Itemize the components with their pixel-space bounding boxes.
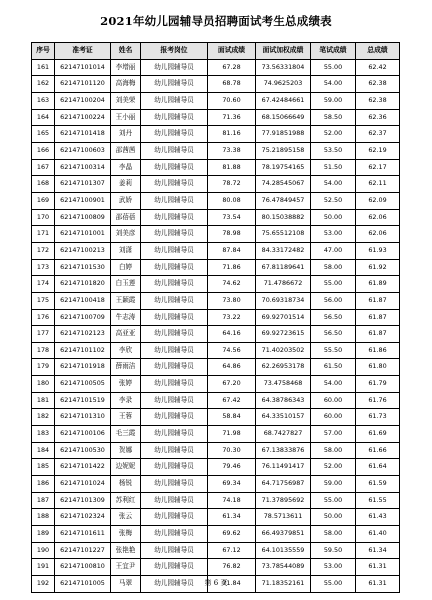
weighted-score-cell: 71.37895692 (256, 492, 311, 509)
written-score-cell: 50.00 (311, 509, 356, 526)
interview-score-cell: 73.38 (208, 142, 256, 159)
total-score-cell: 62.36 (356, 109, 400, 126)
weighted-score-cell: 69.92723615 (256, 326, 311, 343)
weighted-score-cell: 71.18352161 (256, 576, 311, 593)
total-score-cell: 61.34 (356, 542, 400, 559)
seq-cell: 190 (32, 542, 55, 559)
name-cell: 贺娜 (111, 442, 141, 459)
position-cell: 幼儿园辅导员 (141, 392, 208, 409)
seq-cell: 174 (32, 276, 55, 293)
name-cell: 马翠 (111, 576, 141, 593)
table-row (32, 459, 400, 476)
ticket-cell: 62147100314 (55, 159, 111, 176)
interview-score-cell: 70.30 (208, 442, 256, 459)
position-cell: 幼儿园辅导员 (141, 242, 208, 259)
written-score-cell: 58.50 (311, 109, 356, 126)
table-row (32, 226, 400, 243)
total-score-cell: 62.06 (356, 226, 400, 243)
seq-cell: 168 (32, 176, 55, 193)
name-cell: 白婷 (111, 259, 141, 276)
total-score-cell: 61.73 (356, 409, 400, 426)
weighted-score-cell: 67.42484661 (256, 92, 311, 109)
total-score-cell: 62.11 (356, 176, 400, 193)
interview-score-cell: 71.36 (208, 109, 256, 126)
total-score-cell: 61.64 (356, 459, 400, 476)
total-score-cell: 61.93 (356, 242, 400, 259)
table-row (32, 109, 400, 126)
name-cell: 李录 (111, 392, 141, 409)
interview-score-cell: 80.08 (208, 192, 256, 209)
interview-score-cell: 81.16 (208, 126, 256, 143)
written-score-cell: 58.00 (311, 526, 356, 543)
position-cell: 幼儿园辅导员 (141, 259, 208, 276)
total-score-cell: 61.43 (356, 509, 400, 526)
header-seq: 序号 (32, 43, 55, 60)
seq-cell: 171 (32, 226, 55, 243)
interview-score-cell: 78.98 (208, 226, 256, 243)
seq-cell: 169 (32, 192, 55, 209)
name-cell: 高海梅 (111, 76, 141, 93)
interview-score-cell: 78.72 (208, 176, 256, 193)
weighted-score-cell: 66.49379851 (256, 526, 311, 543)
table-row (32, 126, 400, 143)
weighted-score-cell: 67.13833876 (256, 442, 311, 459)
interview-score-cell: 74.62 (208, 276, 256, 293)
seq-cell: 188 (32, 509, 55, 526)
interview-score-cell: 64.86 (208, 359, 256, 376)
ticket-cell: 62147101227 (55, 542, 111, 559)
name-cell: 李增丽 (111, 59, 141, 76)
name-cell: 王宜尹 (111, 559, 141, 576)
name-cell: 薛雨洁 (111, 359, 141, 376)
seq-cell: 192 (32, 576, 55, 593)
table-row (32, 409, 400, 426)
interview-score-cell: 69.34 (208, 476, 256, 493)
ticket-cell: 62147100809 (55, 209, 111, 226)
total-score-cell: 61.40 (356, 526, 400, 543)
weighted-score-cell: 76.47849457 (256, 192, 311, 209)
position-cell: 幼儿园辅导员 (141, 109, 208, 126)
name-cell: 白玉莲 (111, 276, 141, 293)
page-number: 第 6 页 (204, 579, 228, 587)
written-score-cell: 52.00 (311, 126, 356, 143)
total-score-cell: 61.86 (356, 342, 400, 359)
position-cell: 幼儿园辅导员 (141, 526, 208, 543)
table-header-row (32, 43, 400, 60)
written-score-cell: 56.50 (311, 326, 356, 343)
weighted-score-cell: 74.9625203 (256, 76, 311, 93)
weighted-score-cell: 69.92701514 (256, 309, 311, 326)
interview-score-cell: 74.18 (208, 492, 256, 509)
ticket-cell: 62147101005 (55, 576, 111, 593)
weighted-score-cell: 78.19754165 (256, 159, 311, 176)
seq-cell: 178 (32, 342, 55, 359)
seq-cell: 184 (32, 442, 55, 459)
ticket-cell: 62147100810 (55, 559, 111, 576)
position-cell: 幼儿园辅导员 (141, 226, 208, 243)
table-row (32, 526, 400, 543)
written-score-cell: 50.00 (311, 209, 356, 226)
position-cell: 幼儿园辅导员 (141, 276, 208, 293)
position-cell: 幼儿园辅导员 (141, 409, 208, 426)
weighted-score-cell: 64.33510157 (256, 409, 311, 426)
position-cell: 幼儿园辅导员 (141, 509, 208, 526)
written-score-cell: 55.00 (311, 59, 356, 76)
position-cell: 幼儿园辅导员 (141, 126, 208, 143)
total-score-cell: 62.19 (356, 142, 400, 159)
total-score-cell: 62.38 (356, 92, 400, 109)
header-ticket: 准考证 (55, 43, 111, 60)
position-cell: 幼儿园辅导员 (141, 359, 208, 376)
seq-cell: 161 (32, 59, 55, 76)
total-score-cell: 61.76 (356, 392, 400, 409)
table-row (32, 542, 400, 559)
ticket-cell: 62147100224 (55, 109, 111, 126)
name-cell: 刘潇 (111, 242, 141, 259)
interview-score-cell: 79.46 (208, 459, 256, 476)
written-score-cell: 55.00 (311, 276, 356, 293)
name-cell: 邵蓓蓓 (111, 209, 141, 226)
written-score-cell: 59.00 (311, 92, 356, 109)
page-title: 2021年幼儿园辅导员招聘面试考生总成绩表 (100, 14, 332, 28)
total-score-cell: 61.89 (356, 276, 400, 293)
position-cell: 幼儿园辅导员 (141, 492, 208, 509)
name-cell: 刘美彦 (111, 226, 141, 243)
written-score-cell: 53.00 (311, 559, 356, 576)
interview-score-cell: 71.86 (208, 259, 256, 276)
weighted-score-cell: 75.21895158 (256, 142, 311, 159)
seq-cell: 180 (32, 376, 55, 393)
position-cell: 幼儿园辅导员 (141, 76, 208, 93)
name-cell: 邵茜茜 (111, 142, 141, 159)
table-row (32, 76, 400, 93)
interview-score-cell: 70.60 (208, 92, 256, 109)
seq-cell: 162 (32, 76, 55, 93)
seq-cell: 187 (32, 492, 55, 509)
written-score-cell: 57.00 (311, 426, 356, 443)
seq-cell: 166 (32, 142, 55, 159)
total-score-cell: 62.06 (356, 209, 400, 226)
name-cell: 张云 (111, 509, 141, 526)
total-score-cell: 61.79 (356, 376, 400, 393)
position-cell: 幼儿园辅导员 (141, 476, 208, 493)
seq-cell: 170 (32, 209, 55, 226)
ticket-cell: 62147100213 (55, 242, 111, 259)
table-row (32, 359, 400, 376)
ticket-cell: 62147101418 (55, 126, 111, 143)
table-row (32, 342, 400, 359)
total-score-cell: 61.69 (356, 426, 400, 443)
total-score-cell: 62.09 (356, 192, 400, 209)
written-score-cell: 54.00 (311, 76, 356, 93)
name-cell: 苏利红 (111, 492, 141, 509)
position-cell: 幼儿园辅导员 (141, 209, 208, 226)
table-row (32, 559, 400, 576)
ticket-cell: 62147102123 (55, 326, 111, 343)
seq-cell: 176 (32, 309, 55, 326)
written-score-cell: 52.00 (311, 459, 356, 476)
table-row (32, 176, 400, 193)
ticket-cell: 62147100709 (55, 309, 111, 326)
written-score-cell: 47.00 (311, 242, 356, 259)
table-row (32, 326, 400, 343)
position-cell: 幼儿园辅导员 (141, 309, 208, 326)
written-score-cell: 54.00 (311, 176, 356, 193)
ticket-cell: 62147101001 (55, 226, 111, 243)
total-score-cell: 61.87 (356, 326, 400, 343)
position-cell: 幼儿园辅导员 (141, 59, 208, 76)
ticket-cell: 62147101102 (55, 342, 111, 359)
table-row (32, 442, 400, 459)
table-row (32, 492, 400, 509)
header-written-score: 笔试成绩 (311, 43, 356, 60)
seq-cell: 167 (32, 159, 55, 176)
ticket-cell: 62147100204 (55, 92, 111, 109)
position-cell: 幼儿园辅导员 (141, 559, 208, 576)
interview-score-cell: 73.54 (208, 209, 256, 226)
written-score-cell: 51.50 (311, 159, 356, 176)
position-cell: 幼儿园辅导员 (141, 442, 208, 459)
name-cell: 刘美荣 (111, 92, 141, 109)
interview-score-cell: 58.84 (208, 409, 256, 426)
written-score-cell: 58.00 (311, 442, 356, 459)
interview-score-cell: 81.88 (208, 159, 256, 176)
interview-score-cell: 64.16 (208, 326, 256, 343)
interview-score-cell: 61.34 (208, 509, 256, 526)
name-cell: 武娇 (111, 192, 141, 209)
ticket-cell: 62147100603 (55, 142, 111, 159)
name-cell: 李欣 (111, 342, 141, 359)
interview-score-cell: 67.28 (208, 59, 256, 76)
name-cell: 张艳艳 (111, 542, 141, 559)
weighted-score-cell: 64.71756987 (256, 476, 311, 493)
seq-cell: 185 (32, 459, 55, 476)
ticket-cell: 62147101530 (55, 259, 111, 276)
table-row (32, 59, 400, 76)
ticket-cell: 62147101611 (55, 526, 111, 543)
total-score-cell: 61.66 (356, 442, 400, 459)
name-cell: 李晶 (111, 159, 141, 176)
total-score-cell: 61.87 (356, 309, 400, 326)
table-row (32, 192, 400, 209)
name-cell: 姜莉 (111, 176, 141, 193)
seq-cell: 165 (32, 126, 55, 143)
ticket-cell: 62147100901 (55, 192, 111, 209)
interview-score-cell: 74.56 (208, 342, 256, 359)
interview-score-cell: 87.84 (208, 242, 256, 259)
weighted-score-cell: 68.15066649 (256, 109, 311, 126)
position-cell: 幼儿园辅导员 (141, 176, 208, 193)
table-row (32, 259, 400, 276)
written-score-cell: 60.00 (311, 392, 356, 409)
interview-score-cell: 76.82 (208, 559, 256, 576)
weighted-score-cell: 71.4786672 (256, 276, 311, 293)
total-score-cell: 61.80 (356, 359, 400, 376)
ticket-cell: 62147100505 (55, 376, 111, 393)
header-weighted-score: 面试加权成绩 (256, 43, 311, 60)
weighted-score-cell: 80.15038882 (256, 209, 311, 226)
position-cell: 幼儿园辅导员 (141, 192, 208, 209)
table-row (32, 292, 400, 309)
weighted-score-cell: 73.56331804 (256, 59, 311, 76)
name-cell: 牛志涛 (111, 309, 141, 326)
weighted-score-cell: 73.78544089 (256, 559, 311, 576)
total-score-cell: 61.92 (356, 259, 400, 276)
position-cell: 幼儿园辅导员 (141, 459, 208, 476)
table-row (32, 92, 400, 109)
written-score-cell: 55.50 (311, 342, 356, 359)
position-cell: 幼儿园辅导员 (141, 142, 208, 159)
seq-cell: 163 (32, 92, 55, 109)
table-row (32, 509, 400, 526)
position-cell: 幼儿园辅导员 (141, 342, 208, 359)
table-row (32, 142, 400, 159)
weighted-score-cell: 74.28545067 (256, 176, 311, 193)
name-cell: 王蓉 (111, 409, 141, 426)
written-score-cell: 59.50 (311, 542, 356, 559)
name-cell: 王颖霞 (111, 292, 141, 309)
table-row (32, 392, 400, 409)
written-score-cell: 53.00 (311, 226, 356, 243)
ticket-cell: 62147101024 (55, 476, 111, 493)
written-score-cell: 60.00 (311, 409, 356, 426)
position-cell: 幼儿园辅导员 (141, 542, 208, 559)
weighted-score-cell: 73.4758468 (256, 376, 311, 393)
table-row (32, 476, 400, 493)
written-score-cell: 56.00 (311, 292, 356, 309)
weighted-score-cell: 67.81189641 (256, 259, 311, 276)
interview-score-cell: 73.22 (208, 309, 256, 326)
interview-score-cell: 73.80 (208, 292, 256, 309)
ticket-cell: 62147101310 (55, 409, 111, 426)
header-interview-score: 面试成绩 (208, 43, 256, 60)
ticket-cell: 62147101014 (55, 59, 111, 76)
position-cell: 幼儿园辅导员 (141, 92, 208, 109)
total-score-cell: 61.31 (356, 576, 400, 593)
name-cell: 王小丽 (111, 109, 141, 126)
ticket-cell: 62147101307 (55, 176, 111, 193)
name-cell: 边妮妮 (111, 459, 141, 476)
position-cell: 幼儿园辅导员 (141, 376, 208, 393)
seq-cell: 181 (32, 392, 55, 409)
position-cell: 幼儿园辅导员 (141, 326, 208, 343)
seq-cell: 172 (32, 242, 55, 259)
total-score-cell: 62.17 (356, 159, 400, 176)
total-score-cell: 61.55 (356, 492, 400, 509)
written-score-cell: 54.00 (311, 376, 356, 393)
ticket-cell: 62147100106 (55, 426, 111, 443)
table-row (32, 426, 400, 443)
written-score-cell: 56.50 (311, 309, 356, 326)
name-cell: 杨锐 (111, 476, 141, 493)
seq-cell: 186 (32, 476, 55, 493)
interview-score-cell: 71.84 (208, 576, 256, 593)
weighted-score-cell: 76.11491417 (256, 459, 311, 476)
written-score-cell: 58.00 (311, 259, 356, 276)
written-score-cell: 61.50 (311, 359, 356, 376)
name-cell: 张婷 (111, 376, 141, 393)
seq-cell: 164 (32, 109, 55, 126)
table-row (32, 309, 400, 326)
name-cell: 毛三霞 (111, 426, 141, 443)
total-score-cell: 61.59 (356, 476, 400, 493)
written-score-cell: 55.00 (311, 492, 356, 509)
table-row (32, 242, 400, 259)
seq-cell: 182 (32, 409, 55, 426)
total-score-cell: 61.87 (356, 292, 400, 309)
seq-cell: 175 (32, 292, 55, 309)
weighted-score-cell: 84.33172482 (256, 242, 311, 259)
weighted-score-cell: 78.5713611 (256, 509, 311, 526)
header-total-score: 总成绩 (356, 43, 400, 60)
written-score-cell: 52.50 (311, 192, 356, 209)
position-cell: 幼儿园辅导员 (141, 292, 208, 309)
header-position: 报考岗位 (141, 43, 208, 60)
seq-cell: 183 (32, 426, 55, 443)
ticket-cell: 62147100418 (55, 292, 111, 309)
interview-score-cell: 67.20 (208, 376, 256, 393)
weighted-score-cell: 77.91851988 (256, 126, 311, 143)
weighted-score-cell: 71.40203502 (256, 342, 311, 359)
weighted-score-cell: 62.26953178 (256, 359, 311, 376)
ticket-cell: 62147100530 (55, 442, 111, 459)
position-cell: 幼儿园辅导员 (141, 576, 208, 593)
ticket-cell: 62147101918 (55, 359, 111, 376)
ticket-cell: 62147101309 (55, 492, 111, 509)
total-score-cell: 62.38 (356, 76, 400, 93)
written-score-cell: 59.00 (311, 476, 356, 493)
weighted-score-cell: 68.7427827 (256, 426, 311, 443)
ticket-cell: 62147102324 (55, 509, 111, 526)
ticket-cell: 62147101820 (55, 276, 111, 293)
weighted-score-cell: 75.65512108 (256, 226, 311, 243)
name-cell: 张梅 (111, 526, 141, 543)
interview-score-cell: 69.62 (208, 526, 256, 543)
header-name: 姓名 (111, 43, 141, 60)
total-score-cell: 62.42 (356, 59, 400, 76)
table-row (32, 209, 400, 226)
table-row (32, 159, 400, 176)
seq-cell: 173 (32, 259, 55, 276)
name-cell: 刘丹 (111, 126, 141, 143)
weighted-score-cell: 64.38786343 (256, 392, 311, 409)
total-score-cell: 61.31 (356, 559, 400, 576)
name-cell: 高亚亚 (111, 326, 141, 343)
interview-score-cell: 67.42 (208, 392, 256, 409)
seq-cell: 191 (32, 559, 55, 576)
position-cell: 幼儿园辅导员 (141, 159, 208, 176)
ticket-cell: 62147101519 (55, 392, 111, 409)
interview-score-cell: 67.12 (208, 542, 256, 559)
interview-score-cell: 71.98 (208, 426, 256, 443)
table-row (32, 376, 400, 393)
position-cell: 幼儿园辅导员 (141, 426, 208, 443)
seq-cell: 177 (32, 326, 55, 343)
interview-score-cell: 68.78 (208, 76, 256, 93)
seq-cell: 179 (32, 359, 55, 376)
seq-cell: 189 (32, 526, 55, 543)
written-score-cell: 53.50 (311, 142, 356, 159)
table-row (32, 276, 400, 293)
weighted-score-cell: 70.69318734 (256, 292, 311, 309)
written-score-cell: 55.00 (311, 576, 356, 593)
ticket-cell: 62147101422 (55, 459, 111, 476)
weighted-score-cell: 64.10135559 (256, 542, 311, 559)
results-table (31, 42, 400, 593)
ticket-cell: 62147101120 (55, 76, 111, 93)
total-score-cell: 62.37 (356, 126, 400, 143)
